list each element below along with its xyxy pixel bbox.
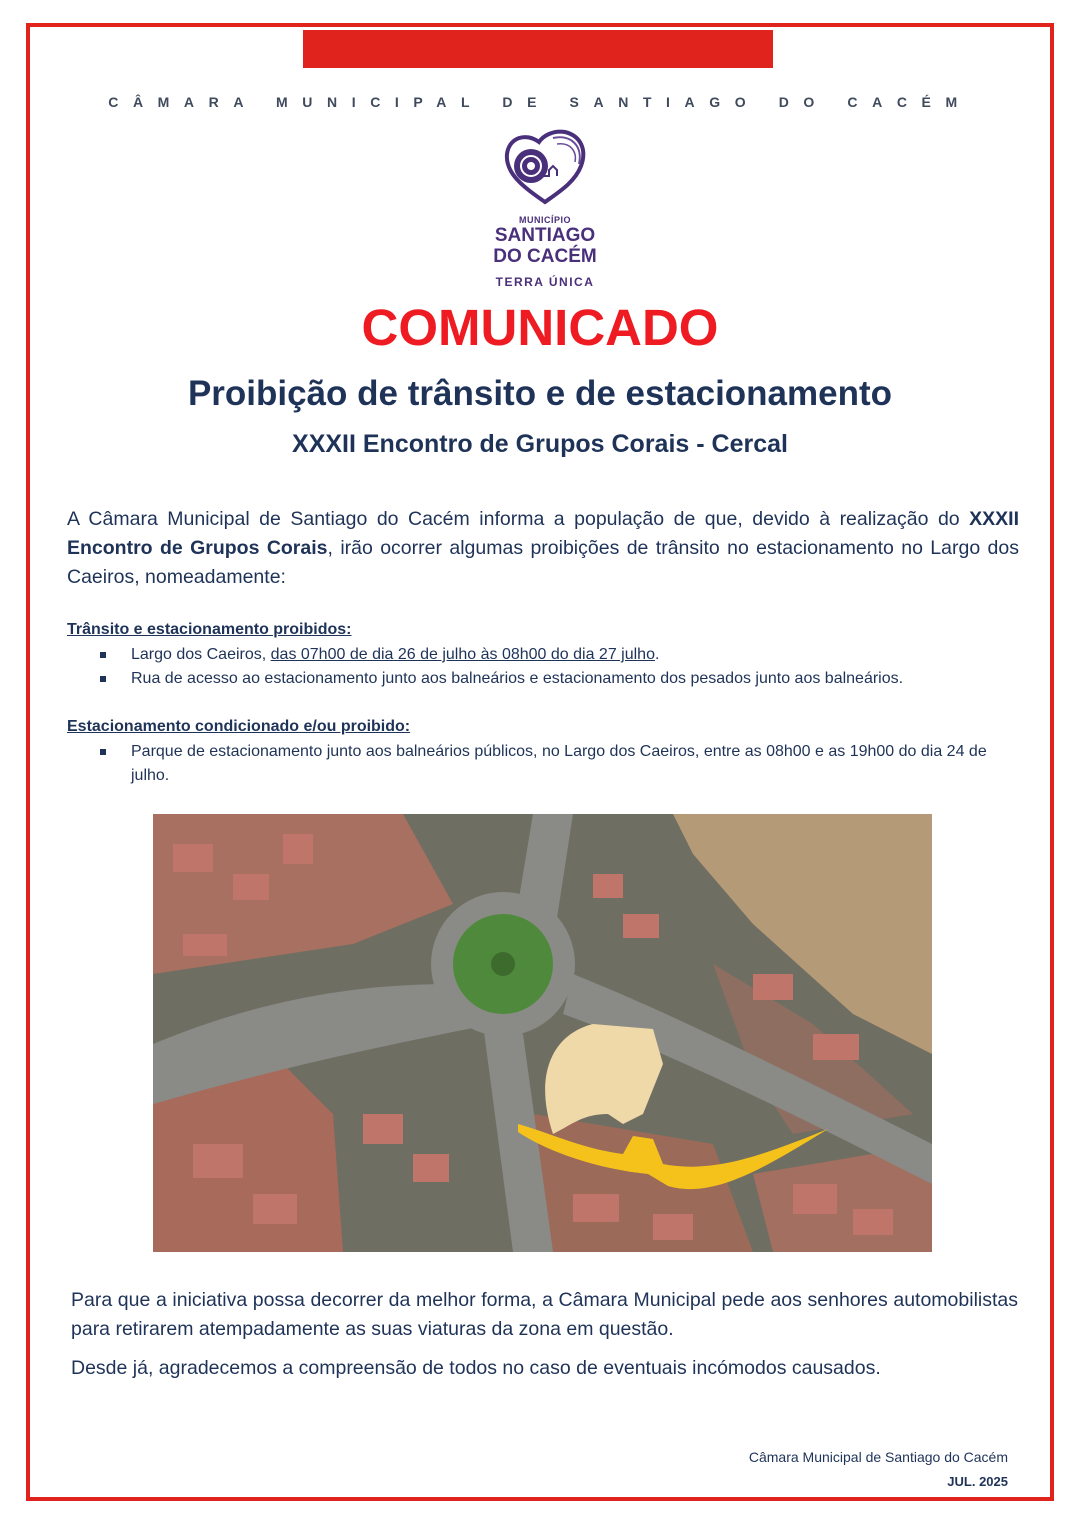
conditioned-list [100,740,1020,788]
intro-event-bold: XXXII Encontro de Grupos Corais [67,508,1019,559]
document-subtitle: Proibição de trânsito e de estacionamento [187,374,893,413]
item-dates: das 07h00 de dia 26 de julho às 08h00 do dia 27 julho [270,646,655,663]
signature-org: Câmara Municipal de Santiago do Cacém [748,1449,1008,1465]
list-item [100,667,1020,691]
prohibited-list [100,643,1020,691]
bullet-icon [100,676,106,682]
intro-text-1: A Câmara Municipal de Santiago do Cacém informa a população de que, devido à realização do [67,508,970,530]
intro-text-2: , irão ocorrer algumas proibições de trânsito no estacionamento no Largo dos Caeiros, nomeadamente: [67,537,1019,588]
section-heading-conditioned: Estacionamento condicionado e/ou proibido: [67,718,411,735]
logo-municipio-label: MUNICÍPIO [518,215,571,225]
signature-block [749,1445,1008,1494]
item-suffix: . [654,646,660,663]
list-item [100,643,1020,667]
bullet-icon [100,749,106,755]
intro-paragraph [67,505,1019,592]
bullet-icon [100,652,106,658]
item-text: Rua de acesso ao estacionamento junto aos balneários e estacionamento dos pesados junto aos balneários. [131,670,904,687]
heart-emblem-icon [495,128,595,208]
logo-cacem-label: DO CACÉM [493,246,597,267]
event-name: XXXII Encontro de Grupos Corais - Cercal [292,430,788,458]
item-text: Parque de estacionamento junto aos balneários públicos, no Largo dos Caeiros, entre as 08h00 e as 19h00 do dia 24 de julho. [131,743,987,784]
logo-santiago-label: SANTIAGO [494,225,596,246]
top-red-band [303,30,773,68]
section-heading-prohibited: Trânsito e estacionamento proibidos: [67,621,352,638]
signature-date: JUL. 2025 [947,1474,1008,1489]
aerial-map-image [153,814,932,1252]
organization-header: CÂMARA MUNICIPAL DE SANTIAGO DO CACÉM [108,94,972,110]
logo-tagline: TERRA ÚNICA [495,275,595,289]
list-item [100,740,1020,788]
aerial-map [153,814,932,1252]
municipality-logo [480,128,610,293]
item-text: Largo dos Caeiros, [131,646,271,663]
closing-paragraph-request: Para que a iniciativa possa decorrer da melhor forma, a Câmara Municipal pede aos senhores automobilistas para retirarem atempadamente as suas viaturas da zona em questão. [71,1289,1018,1340]
closing-paragraph-thanks: Desde já, agradecemos a compreensão de todos no caso de eventuais incómodos causados. [71,1357,881,1379]
document-title: COMUNICADO [361,299,719,356]
